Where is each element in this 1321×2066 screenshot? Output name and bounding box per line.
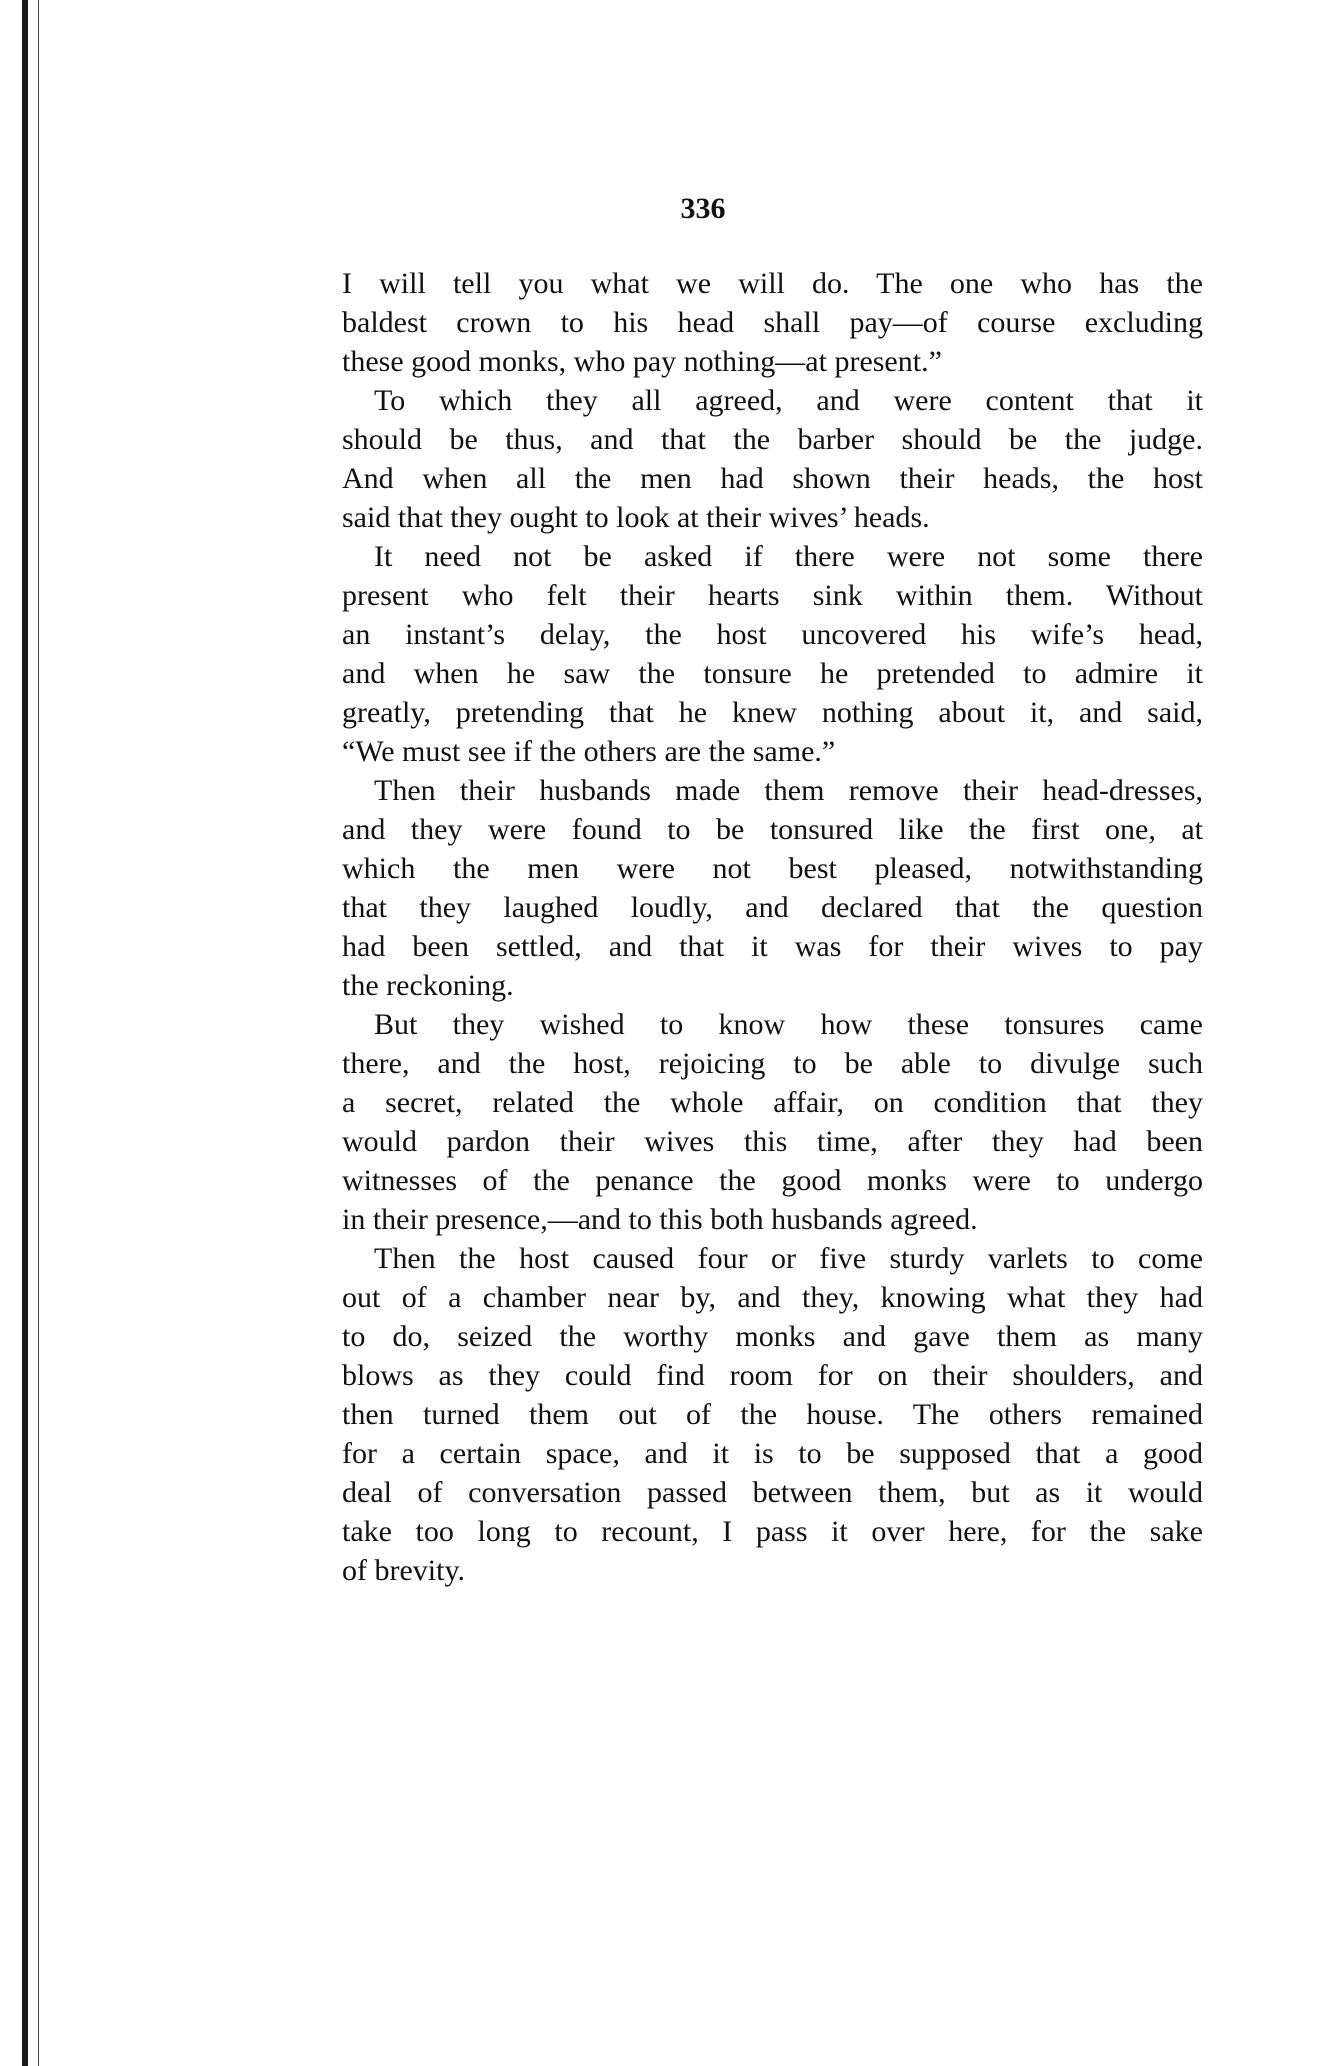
text-line: these good monks, who pay nothing—at present.”: [342, 345, 942, 378]
text-line: It need not be asked if there were not some there: [374, 540, 1203, 573]
text-line: said that they ought to look at their wives’ heads.: [342, 501, 930, 534]
page-body-text: [342, 264, 1203, 1590]
text-line: present who felt their hearts sink within them. Without: [342, 579, 1203, 612]
text-line: there, and the host, rejoicing to be able to divulge such: [342, 1047, 1203, 1080]
text-line: take too long to recount, I pass it over here, for the sake: [342, 1515, 1203, 1548]
text-line: “We must see if the others are the same.”: [342, 735, 836, 768]
text-line: had been settled, and that it was for their wives to pay: [342, 930, 1203, 963]
paragraph: [342, 1005, 1203, 1239]
text-line: But they wished to know how these tonsures came: [374, 1008, 1203, 1041]
page-edge-line: [38, 0, 39, 2066]
text-line: in their presence,—and to this both husbands agreed.: [342, 1203, 978, 1236]
text-line: to do, seized the worthy monks and gave them as many: [342, 1320, 1203, 1353]
text-line: for a certain space, and it is to be supposed that a good: [342, 1437, 1203, 1470]
book-binding-edge: [22, 0, 28, 2066]
text-line: out of a chamber near by, and they, knowing what they had: [342, 1281, 1203, 1314]
text-line: an instant’s delay, the host uncovered his wife’s head,: [342, 618, 1203, 651]
text-line: witnesses of the penance the good monks were to undergo: [342, 1164, 1203, 1197]
text-line: baldest crown to his head shall pay—of course excluding: [342, 306, 1203, 339]
text-line: To which they all agreed, and were content that it: [374, 384, 1203, 417]
text-line: and they were found to be tonsured like the first one, at: [342, 813, 1203, 846]
paragraph: [342, 264, 1203, 381]
text-line: a secret, related the whole affair, on condition that they: [342, 1086, 1203, 1119]
text-line: I will tell you what we will do. The one who has the: [342, 267, 1203, 300]
paragraph: [342, 771, 1203, 1005]
text-line: Then the host caused four or five sturdy varlets to come: [374, 1242, 1203, 1275]
text-line: the reckoning.: [342, 969, 514, 1002]
text-line: blows as they could find room for on their shoulders, and: [342, 1359, 1203, 1392]
text-line: that they laughed loudly, and declared that the question: [342, 891, 1203, 924]
text-line: then turned them out of the house. The others remained: [342, 1398, 1203, 1431]
text-line: And when all the men had shown their heads, the host: [342, 462, 1203, 495]
text-line: should be thus, and that the barber should be the judge.: [342, 423, 1203, 456]
text-line: deal of conversation passed between them, but as it would: [342, 1476, 1203, 1509]
text-line: greatly, pretending that he knew nothing about it, and said,: [342, 696, 1203, 729]
paragraph: [342, 381, 1203, 537]
text-line: of brevity.: [342, 1554, 466, 1587]
text-line: Then their husbands made them remove their head-dresses,: [374, 774, 1203, 807]
text-line: which the men were not best pleased, notwithstanding: [342, 852, 1203, 885]
text-line: would pardon their wives this time, after they had been: [342, 1125, 1203, 1158]
paragraph: [342, 537, 1203, 771]
page-number: 336: [680, 192, 726, 225]
text-line: and when he saw the tonsure he pretended to admire it: [342, 657, 1203, 690]
paragraph: [342, 1239, 1203, 1590]
